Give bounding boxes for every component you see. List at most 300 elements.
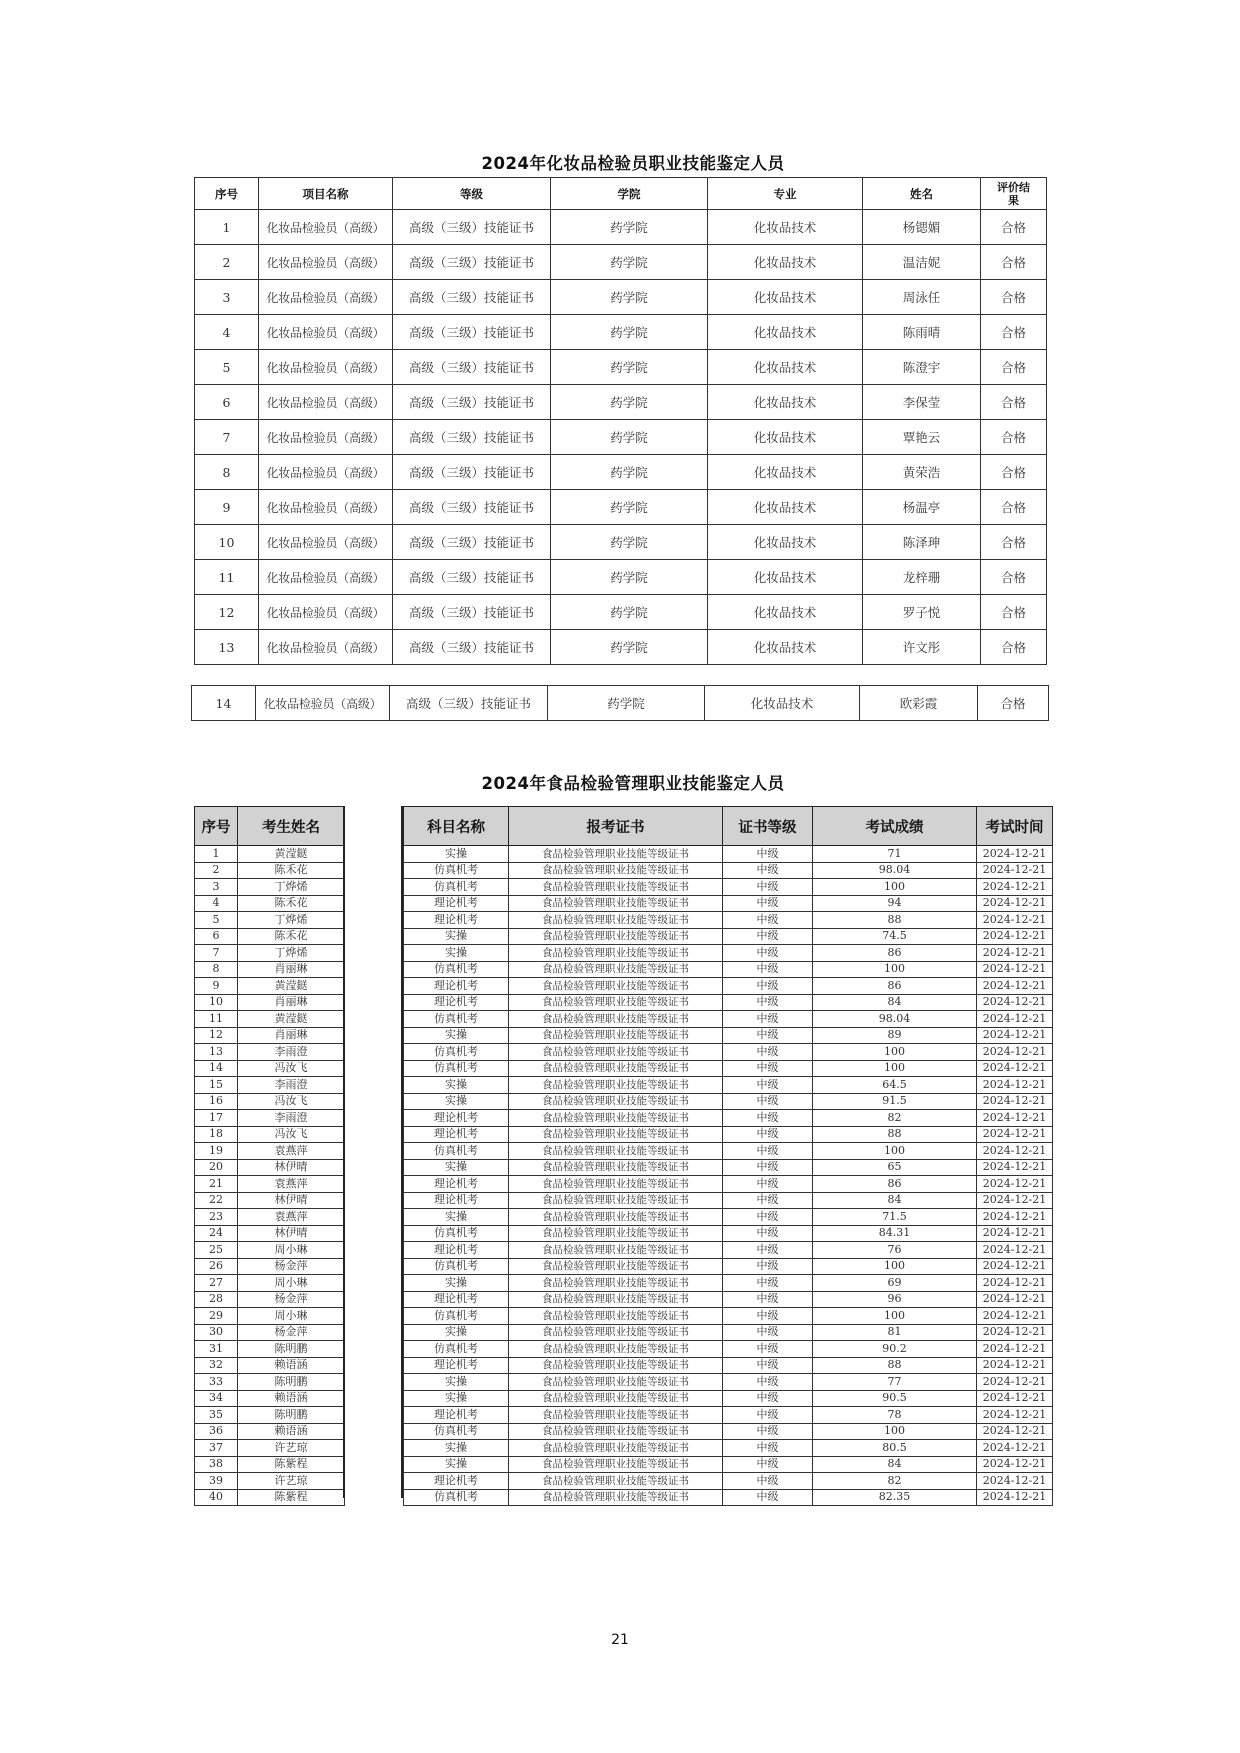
cell-certificate: 食品检验管理职业技能等级证书 <box>509 994 723 1011</box>
cell-certificate: 食品检验管理职业技能等级证书 <box>509 1291 723 1308</box>
table-row <box>404 1060 1053 1077</box>
cell-cert-level: 中级 <box>723 1291 813 1308</box>
col-header-level: 等级 <box>393 178 551 210</box>
cell-exam-date: 2024-12-21 <box>977 895 1053 912</box>
cell-score: 88 <box>813 1126 977 1143</box>
table-row <box>404 1440 1053 1457</box>
cell-score: 84.31 <box>813 1225 977 1242</box>
cell-level: 高级（三级）技能证书 <box>393 280 551 315</box>
cell-cert-level: 中级 <box>723 1242 813 1259</box>
cell-subject: 仿真机考 <box>404 1341 509 1358</box>
table-row <box>404 912 1053 929</box>
cell-certificate: 食品检验管理职业技能等级证书 <box>509 1473 723 1490</box>
cell-subject: 仿真机考 <box>404 1308 509 1325</box>
cell-examinee: 袁燕萍 <box>238 1209 345 1226</box>
cell-college: 药学院 <box>551 245 708 280</box>
cell-score: 90.5 <box>813 1390 977 1407</box>
cell-college: 药学院 <box>551 630 708 665</box>
cell-certificate: 食品检验管理职业技能等级证书 <box>509 1126 723 1143</box>
table-row <box>195 1192 345 1209</box>
table-row <box>404 978 1053 995</box>
cell-project: 化妆品检验员（高级） <box>259 385 393 420</box>
cell-certificate: 食品检验管理职业技能等级证书 <box>509 1209 723 1226</box>
cell-examinee: 肖丽琳 <box>238 994 345 1011</box>
cell-seq: 4 <box>195 315 259 350</box>
cell-level: 高级（三级）技能证书 <box>393 525 551 560</box>
cell-subject: 仿真机考 <box>404 1143 509 1160</box>
cell-examinee: 杨金萍 <box>238 1291 345 1308</box>
cell-score: 64.5 <box>813 1077 977 1094</box>
cell-subject: 理论机考 <box>404 895 509 912</box>
table-row <box>404 1176 1053 1193</box>
cell-seq: 20 <box>195 1159 238 1176</box>
cell-score: 82 <box>813 1110 977 1127</box>
table-row <box>195 1093 345 1110</box>
cell-project: 化妆品检验员（高级） <box>259 560 393 595</box>
cell-cert-level: 中级 <box>723 1159 813 1176</box>
cell-exam-date: 2024-12-21 <box>977 945 1053 962</box>
cell-examinee: 赖语涵 <box>238 1357 345 1374</box>
cell-major: 化妆品技术 <box>708 385 863 420</box>
table-row <box>195 1489 345 1506</box>
table-row <box>195 1275 345 1292</box>
cell-exam-date: 2024-12-21 <box>977 1209 1053 1226</box>
table-row <box>404 879 1053 896</box>
cell-seq: 7 <box>195 945 238 962</box>
cell-certificate: 食品检验管理职业技能等级证书 <box>509 961 723 978</box>
cell-score: 100 <box>813 1308 977 1325</box>
col-header-score: 考试成绩 <box>813 807 977 846</box>
cell-certificate: 食品检验管理职业技能等级证书 <box>509 1456 723 1473</box>
table-row <box>195 385 1047 420</box>
cell-score: 65 <box>813 1159 977 1176</box>
cell-project: 化妆品检验员（高级） <box>259 350 393 385</box>
cell-project: 化妆品检验员（高级） <box>259 210 393 245</box>
table-row <box>195 961 345 978</box>
cell-seq: 15 <box>195 1077 238 1094</box>
table-row <box>195 912 345 929</box>
cell-exam-date: 2024-12-21 <box>977 961 1053 978</box>
table-row <box>195 978 345 995</box>
col-header-seq: 序号 <box>195 178 259 210</box>
table-row <box>195 350 1047 385</box>
cell-result: 合格 <box>981 280 1047 315</box>
cell-cert-level: 中级 <box>723 1489 813 1506</box>
cell-result: 合格 <box>981 525 1047 560</box>
cell-cert-level: 中级 <box>723 846 813 863</box>
cell-major: 化妆品技术 <box>708 455 863 490</box>
cell-score: 84 <box>813 1192 977 1209</box>
table-row <box>404 1242 1053 1259</box>
cell-cert-level: 中级 <box>723 994 813 1011</box>
table-row <box>195 525 1047 560</box>
table-row <box>404 1044 1053 1061</box>
table-row <box>195 862 345 879</box>
cell-examinee: 陈禾花 <box>238 895 345 912</box>
cell-seq: 25 <box>195 1242 238 1259</box>
cell-major: 化妆品技术 <box>708 210 863 245</box>
cell-examinee: 冯汝飞 <box>238 1093 345 1110</box>
cell-examinee: 陈明鹏 <box>238 1374 345 1391</box>
cell-result: 合格 <box>981 630 1047 665</box>
cell-subject: 理论机考 <box>404 912 509 929</box>
table-row <box>195 1407 345 1424</box>
cell-seq: 29 <box>195 1308 238 1325</box>
cell-score: 86 <box>813 978 977 995</box>
cell-exam-date: 2024-12-21 <box>977 1341 1053 1358</box>
table-row <box>195 1473 345 1490</box>
cell-seq: 17 <box>195 1110 238 1127</box>
table-row <box>195 560 1047 595</box>
cell-cert-level: 中级 <box>723 895 813 912</box>
cell-exam-date: 2024-12-21 <box>977 1456 1053 1473</box>
cell-cert-level: 中级 <box>723 928 813 945</box>
cell-certificate: 食品检验管理职业技能等级证书 <box>509 1077 723 1094</box>
cell-subject: 仿真机考 <box>404 1044 509 1061</box>
col-header-certificate: 报考证书 <box>509 807 723 846</box>
col-header-exam-date: 考试时间 <box>977 807 1053 846</box>
cell-subject: 仿真机考 <box>404 1489 509 1506</box>
cell-exam-date: 2024-12-21 <box>977 1143 1053 1160</box>
cell-seq: 3 <box>195 879 238 896</box>
cell-cert-level: 中级 <box>723 1456 813 1473</box>
cell-seq: 11 <box>195 1011 238 1028</box>
cell-cert-level: 中级 <box>723 1060 813 1077</box>
cell-certificate: 食品检验管理职业技能等级证书 <box>509 945 723 962</box>
cell-exam-date: 2024-12-21 <box>977 1258 1053 1275</box>
cell-level: 高级（三级）技能证书 <box>393 490 551 525</box>
table-row <box>195 1324 345 1341</box>
cell-major: 化妆品技术 <box>708 525 863 560</box>
cell-name: 陈泽珅 <box>863 525 981 560</box>
cell-major: 化妆品技术 <box>708 490 863 525</box>
cell-subject: 实操 <box>404 846 509 863</box>
cell-cert-level: 中级 <box>723 1473 813 1490</box>
cell-college: 药学院 <box>551 315 708 350</box>
table-row <box>195 994 345 1011</box>
table-row <box>404 1374 1053 1391</box>
cell-seq: 32 <box>195 1357 238 1374</box>
cell-subject: 仿真机考 <box>404 1225 509 1242</box>
cell-certificate: 食品检验管理职业技能等级证书 <box>509 1093 723 1110</box>
table-row <box>404 846 1053 863</box>
cell-seq: 16 <box>195 1093 238 1110</box>
table-row <box>404 862 1053 879</box>
cell-name: 周泳任 <box>863 280 981 315</box>
table-row <box>195 1291 345 1308</box>
cell-certificate: 食品检验管理职业技能等级证书 <box>509 1011 723 1028</box>
cell-college: 药学院 <box>551 490 708 525</box>
cell-seq: 33 <box>195 1374 238 1391</box>
cell-exam-date: 2024-12-21 <box>977 879 1053 896</box>
cell-project: 化妆品检验员（高级） <box>259 455 393 490</box>
cell-subject: 实操 <box>404 1456 509 1473</box>
cell-seq: 34 <box>195 1390 238 1407</box>
cell-score: 100 <box>813 1258 977 1275</box>
table-row <box>195 1209 345 1226</box>
table-row <box>404 1341 1053 1358</box>
cell-exam-date: 2024-12-21 <box>977 1374 1053 1391</box>
cell-certificate: 食品检验管理职业技能等级证书 <box>509 879 723 896</box>
cell-cert-level: 中级 <box>723 1275 813 1292</box>
cell-subject: 理论机考 <box>404 1291 509 1308</box>
cell-cert-level: 中级 <box>723 1044 813 1061</box>
cell-score: 100 <box>813 961 977 978</box>
cell-seq: 37 <box>195 1440 238 1457</box>
cell-certificate: 食品检验管理职业技能等级证书 <box>509 1242 723 1259</box>
cell-project: 化妆品检验员（高级） <box>259 490 393 525</box>
cell-major: 化妆品技术 <box>708 350 863 385</box>
table-row <box>404 1473 1053 1490</box>
cell-exam-date: 2024-12-21 <box>977 1011 1053 1028</box>
cell-name: 陈澄宇 <box>863 350 981 385</box>
cell-name: 许文彤 <box>863 630 981 665</box>
table-row <box>195 595 1047 630</box>
cell-subject: 实操 <box>404 1440 509 1457</box>
cell-seq: 11 <box>195 560 259 595</box>
cell-certificate: 食品检验管理职业技能等级证书 <box>509 912 723 929</box>
cell-certificate: 食品检验管理职业技能等级证书 <box>509 1159 723 1176</box>
cell-certificate: 食品检验管理职业技能等级证书 <box>509 1440 723 1457</box>
food-table-title: 2024年食品检验管理职业技能鉴定人员 <box>481 774 785 793</box>
cell-cert-level: 中级 <box>723 1407 813 1424</box>
cell-cert-level: 中级 <box>723 1027 813 1044</box>
cell-score: 100 <box>813 1143 977 1160</box>
cell-seq: 2 <box>195 862 238 879</box>
cell-result: 合格 <box>981 595 1047 630</box>
table-row <box>404 1143 1053 1160</box>
table-row <box>404 945 1053 962</box>
cell-score: 80.5 <box>813 1440 977 1457</box>
table-divider <box>343 806 345 1498</box>
cell-examinee: 陈禾花 <box>238 928 345 945</box>
cell-certificate: 食品检验管理职业技能等级证书 <box>509 1060 723 1077</box>
cell-college: 药学院 <box>548 686 705 721</box>
cell-seq: 27 <box>195 1275 238 1292</box>
cell-seq: 4 <box>195 895 238 912</box>
cell-exam-date: 2024-12-21 <box>977 1176 1053 1193</box>
cell-cert-level: 中级 <box>723 879 813 896</box>
cell-college: 药学院 <box>551 455 708 490</box>
table-row <box>195 1011 345 1028</box>
cell-cert-level: 中级 <box>723 1011 813 1028</box>
table-row <box>404 1011 1053 1028</box>
cell-examinee: 杨金萍 <box>238 1258 345 1275</box>
table-row <box>195 315 1047 350</box>
cell-project: 化妆品检验员（高级） <box>259 630 393 665</box>
cell-examinee: 林伊晴 <box>238 1159 345 1176</box>
cell-score: 76 <box>813 1242 977 1259</box>
cell-seq: 12 <box>195 1027 238 1044</box>
cell-cert-level: 中级 <box>723 978 813 995</box>
cell-cert-level: 中级 <box>723 1357 813 1374</box>
cell-certificate: 食品检验管理职业技能等级证书 <box>509 846 723 863</box>
cell-project: 化妆品检验员（高级） <box>259 245 393 280</box>
cell-examinee: 许艺琼 <box>238 1440 345 1457</box>
cell-college: 药学院 <box>551 210 708 245</box>
cell-seq: 1 <box>195 210 259 245</box>
cell-subject: 实操 <box>404 1077 509 1094</box>
table-row <box>404 1093 1053 1110</box>
cell-seq: 18 <box>195 1126 238 1143</box>
cell-score: 86 <box>813 945 977 962</box>
cell-examinee: 黄滢鎹 <box>238 1011 345 1028</box>
cell-subject: 实操 <box>404 1374 509 1391</box>
cell-seq: 30 <box>195 1324 238 1341</box>
table-row <box>195 1341 345 1358</box>
cell-seq: 22 <box>195 1192 238 1209</box>
cell-seq: 1 <box>195 846 238 863</box>
cell-name: 龙梓珊 <box>863 560 981 595</box>
cell-score: 91.5 <box>813 1093 977 1110</box>
cell-seq: 10 <box>195 525 259 560</box>
cell-seq: 31 <box>195 1341 238 1358</box>
cell-result: 合格 <box>978 686 1049 721</box>
cell-subject: 理论机考 <box>404 1357 509 1374</box>
table-row <box>404 994 1053 1011</box>
cell-college: 药学院 <box>551 280 708 315</box>
cell-seq: 3 <box>195 280 259 315</box>
cell-exam-date: 2024-12-21 <box>977 928 1053 945</box>
cell-score: 78 <box>813 1407 977 1424</box>
cell-major: 化妆品技术 <box>708 420 863 455</box>
cell-seq: 2 <box>195 245 259 280</box>
cell-certificate: 食品检验管理职业技能等级证书 <box>509 1027 723 1044</box>
cell-major: 化妆品技术 <box>708 560 863 595</box>
cell-certificate: 食品检验管理职业技能等级证书 <box>509 1423 723 1440</box>
cell-exam-date: 2024-12-21 <box>977 1027 1053 1044</box>
cell-name: 陈雨晴 <box>863 315 981 350</box>
cell-subject: 理论机考 <box>404 978 509 995</box>
table-row <box>404 1423 1053 1440</box>
cell-college: 药学院 <box>551 385 708 420</box>
cell-college: 药学院 <box>551 525 708 560</box>
cosmetics-table-title: 2024年化妆品检验员职业技能鉴定人员 <box>481 154 785 173</box>
cell-exam-date: 2024-12-21 <box>977 1291 1053 1308</box>
table-row <box>195 1126 345 1143</box>
table-row <box>195 1390 345 1407</box>
cell-exam-date: 2024-12-21 <box>977 1390 1053 1407</box>
cell-seq: 21 <box>195 1176 238 1193</box>
cell-cert-level: 中级 <box>723 1093 813 1110</box>
cell-seq: 23 <box>195 1209 238 1226</box>
cell-seq: 8 <box>195 455 259 490</box>
col-header-major: 专业 <box>708 178 863 210</box>
cell-examinee: 陈紫程 <box>238 1489 345 1506</box>
cell-score: 84 <box>813 1456 977 1473</box>
table-row <box>195 846 345 863</box>
cell-exam-date: 2024-12-21 <box>977 1308 1053 1325</box>
cell-level: 高级（三级）技能证书 <box>393 315 551 350</box>
cell-examinee: 李雨澄 <box>238 1044 345 1061</box>
cell-seq: 8 <box>195 961 238 978</box>
col-header-name: 姓名 <box>863 178 981 210</box>
cell-project: 化妆品检验员（高级） <box>259 315 393 350</box>
cell-examinee: 陈明鹏 <box>238 1407 345 1424</box>
cell-score: 98.04 <box>813 862 977 879</box>
col-header-result: 评价结果 <box>981 178 1047 210</box>
cell-project: 化妆品检验员（高级） <box>259 280 393 315</box>
cell-score: 81 <box>813 1324 977 1341</box>
table-row <box>404 1209 1053 1226</box>
cell-cert-level: 中级 <box>723 862 813 879</box>
cell-exam-date: 2024-12-21 <box>977 912 1053 929</box>
cell-subject: 实操 <box>404 1159 509 1176</box>
cell-certificate: 食品检验管理职业技能等级证书 <box>509 1044 723 1061</box>
cell-exam-date: 2024-12-21 <box>977 1159 1053 1176</box>
cell-examinee: 陈明鹏 <box>238 1341 345 1358</box>
cell-subject: 理论机考 <box>404 1473 509 1490</box>
cell-exam-date: 2024-12-21 <box>977 1440 1053 1457</box>
table-row <box>195 1308 345 1325</box>
cell-exam-date: 2024-12-21 <box>977 1357 1053 1374</box>
cell-subject: 理论机考 <box>404 994 509 1011</box>
cell-exam-date: 2024-12-21 <box>977 1077 1053 1094</box>
cell-level: 高级（三级）技能证书 <box>393 630 551 665</box>
cell-name: 李保莹 <box>863 385 981 420</box>
table-row <box>195 928 345 945</box>
cell-subject: 仿真机考 <box>404 862 509 879</box>
cell-level: 高级（三级）技能证书 <box>393 595 551 630</box>
table-row <box>195 1027 345 1044</box>
cell-exam-date: 2024-12-21 <box>977 994 1053 1011</box>
table-row <box>404 1225 1053 1242</box>
cell-subject: 理论机考 <box>404 1242 509 1259</box>
table-row <box>195 1374 345 1391</box>
cell-exam-date: 2024-12-21 <box>977 1423 1053 1440</box>
cell-exam-date: 2024-12-21 <box>977 1407 1053 1424</box>
cell-major: 化妆品技术 <box>708 280 863 315</box>
cell-project: 化妆品检验员（高级） <box>259 595 393 630</box>
cell-score: 84 <box>813 994 977 1011</box>
table-row <box>404 1275 1053 1292</box>
table-row <box>404 1027 1053 1044</box>
cell-college: 药学院 <box>551 560 708 595</box>
cell-seq: 9 <box>195 978 238 995</box>
cell-project: 化妆品检验员（高级） <box>259 420 393 455</box>
cell-certificate: 食品检验管理职业技能等级证书 <box>509 1192 723 1209</box>
cell-subject: 实操 <box>404 928 509 945</box>
table-row <box>404 1126 1053 1143</box>
table-row <box>404 1456 1053 1473</box>
cell-major: 化妆品技术 <box>708 315 863 350</box>
cell-result: 合格 <box>981 560 1047 595</box>
cell-certificate: 食品检验管理职业技能等级证书 <box>509 862 723 879</box>
cell-result: 合格 <box>981 455 1047 490</box>
cell-seq: 38 <box>195 1456 238 1473</box>
table-row <box>195 879 345 896</box>
cell-subject: 仿真机考 <box>404 961 509 978</box>
cell-cert-level: 中级 <box>723 1440 813 1457</box>
cell-major: 化妆品技术 <box>708 630 863 665</box>
table-row <box>404 961 1053 978</box>
cell-exam-date: 2024-12-21 <box>977 1060 1053 1077</box>
table-row <box>195 245 1047 280</box>
cell-examinee: 肖丽琳 <box>238 1027 345 1044</box>
cell-subject: 仿真机考 <box>404 1423 509 1440</box>
cell-examinee: 丁烨烯 <box>238 879 345 896</box>
cell-level: 高级（三级）技能证书 <box>393 245 551 280</box>
cell-exam-date: 2024-12-21 <box>977 1225 1053 1242</box>
table-row <box>195 1242 345 1259</box>
cell-certificate: 食品检验管理职业技能等级证书 <box>509 1143 723 1160</box>
cell-result: 合格 <box>981 350 1047 385</box>
cell-major: 化妆品技术 <box>708 245 863 280</box>
table-row <box>195 1159 345 1176</box>
cell-subject: 理论机考 <box>404 1176 509 1193</box>
col-header-project: 项目名称 <box>259 178 393 210</box>
cell-cert-level: 中级 <box>723 961 813 978</box>
